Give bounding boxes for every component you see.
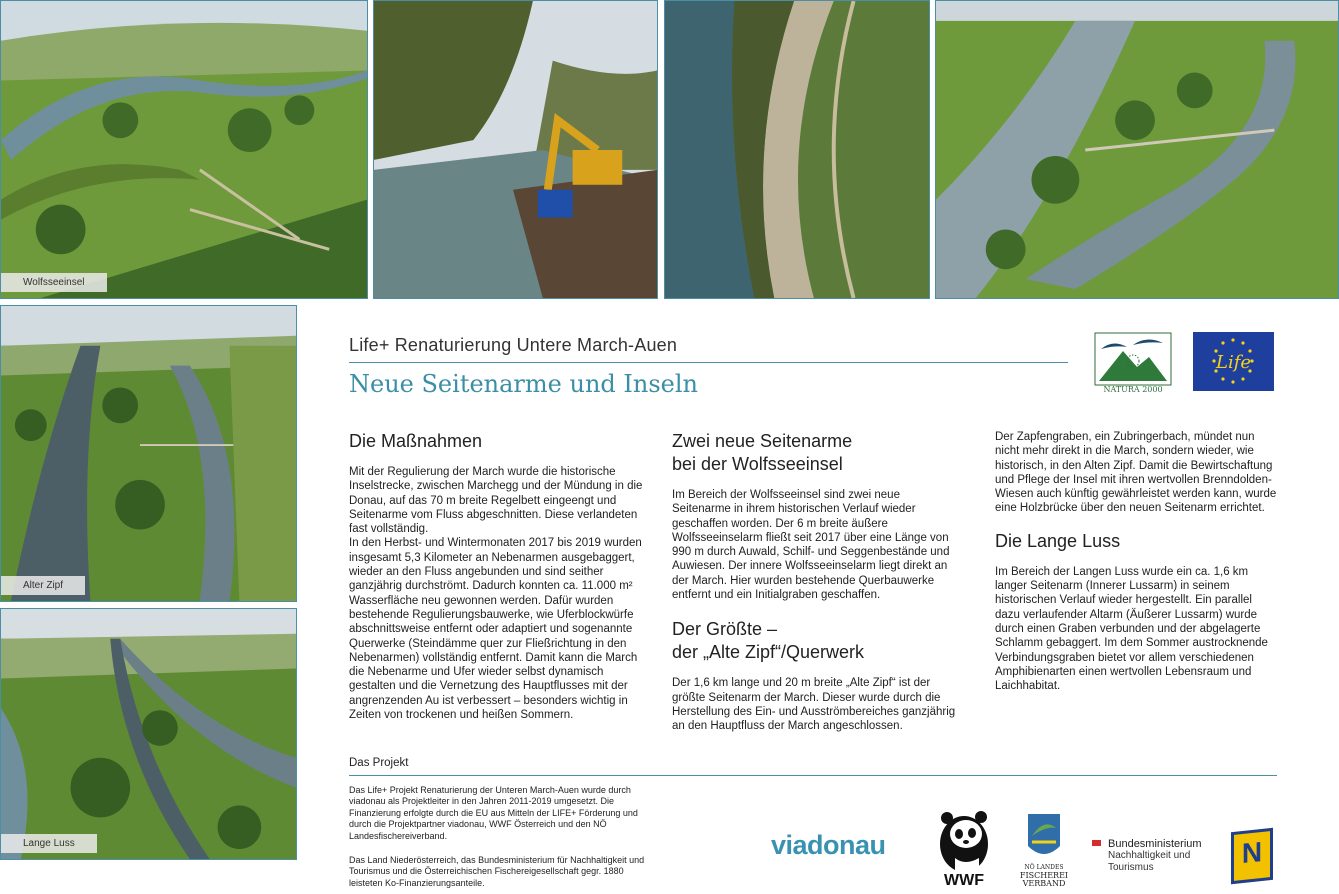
aerial-river-image [936,1,1338,298]
wwf-text: WWF [944,872,984,889]
noe-letter: N [1241,835,1263,870]
noe-fischereiverband-logo [1019,812,1069,890]
section-heading: Der Größte – der „Alte Zipf“/Querwerk [672,619,865,663]
section-text: Im Bereich der Langen Luss wurde ein ca. 1,6 km langer Seitenarm (Innerer Lussarm) in seinem historischen Verlauf wieder hergestellt. Ein parallel dazu verlaufender Altarm (Äußerer Lussarm) wurde durch einen Graben verbunden und der abgelagerte Schlamm gebaggert. Im dem Sommer austrocknende Verbindungsgraben bietet vor allem verschiedenen Amphibienarten einen wertvollen Lebensraum und Laichhabitat. [995,565,1268,693]
photo-caption: Lange Luss [1,834,97,853]
natura-2000-text: NATURA 2000 [1103,385,1163,394]
life-text: Life [1215,352,1252,373]
natura-2000-logo [1093,331,1173,395]
photo-river-channel [664,0,930,299]
section-text: Im Bereich der Wolfsseeinsel sind zwei neue Seitenarme in ihrem historischen Verlauf wieder geschaffen worden. Der 6 m breite äußere Wolfsseeinselarm fließt seit 2017 über eine Länge von 990 m durch Auwald, Schilf- und Seggenbestände und Auwiesen. Der innere Wolfsseeinselarm liegt direkt an der March. Hier wurden bestehende Querbauwerke entfernt und ein Initialgraben geschaffen. [672,489,950,602]
section-text: Mit der Regulierung der March wurde die historische Inselstrecke, zwischen Marchegg und der Mündung in die Donau, auf das 70 m breite Regelbett eingeengt und Seitenarme vom Fluss abgeschnitten. Diese verlandeten fast vollständig. In den Herbst- und Wintermonaten 2017 bis 2019 wurden insgesamt 5,3 Kilometer an Nebenarmen ausgebaggert, wieder an den Fluss angebunden und sind seither ganzjährig durchströmt. Dadurch konnten ca. 11.000 m² Wasserfläche neu gewonnen werden. Dafür wurden bestehende Regulierungsbauwerke, wie Uferblockwürfe abschnittsweise entfernt oder adaptiert und sogenannte Querwerke (Steindämme quer zur Fließrichtung in den Nebenarmen) vollständig entfernt. Damit kann die March die Nebenarme und Ufer wieder selbst dynamisch gestalten und die Vernetzung des Hauptflusses mit der angrenzenden Au ist verbessert – besonders wichtig in Zeiten von trockenen und heißen Sommern. [349,466,643,722]
project-text-2: Das Land Niederösterreich, das Bundesministerium für Nachhaltigkeit und Tourismus und die Österreichischen Fischereigesellschaft gegr. 1880 leisteten Ko-Finanzierungsanteile. [349,855,645,888]
photo-caption: Alter Zipf [1,576,85,595]
viadonau-logo: viadonau [771,830,886,860]
photo-river-aerial [935,0,1339,299]
photo-alter-zipf [0,305,297,602]
section-text: Der 1,6 km lange und 20 m breite „Alte Zipf“ ist der größte Seitenarm der March. Dieser wurde durch die Herstellung des Ein- und Ausströmbereiches ganzjährig an den Hauptfluss der March angeschlossen. [672,677,956,733]
photo-caption: Wolfsseeinsel [1,273,107,292]
eu-life-logo [1193,332,1274,391]
column-seitenarme [672,430,958,734]
header-divider [349,362,1068,363]
austria-flag-icon [1092,840,1101,846]
column-massnahmen [349,430,645,722]
project-divider [349,775,1277,776]
niederoesterreich-logo [1231,828,1273,884]
photo-lange-luss [0,608,297,860]
photo-excavator [373,0,658,299]
photo-wolfsseeinsel [0,0,368,299]
noe-fischerei-text: NÖ LANDES FISCHEREI VERBAND [1019,864,1069,888]
panda-icon [935,808,993,874]
project-heading: Das Projekt [349,757,409,769]
section-heading: Zwei neue Seitenarme bei der Wolfsseeinsel [672,431,853,474]
column-lange-luss [995,430,1279,693]
aerial-alter-zipf-image [1,306,296,601]
aerial-channel-image [665,1,929,298]
page-subtitle: Life+ Renaturierung Untere March-Auen [349,335,678,355]
bundesministerium-logo: Bundesministerium Nachhaltigkeit und Tourismus [1092,838,1202,874]
aerial-lange-luss-image [1,609,296,859]
section-text: Der Zapfengraben, ein Zubringerbach, mündet nun nicht mehr direkt in die March, sondern wieder, wie historisch, in den Alten Zipf. Damit die Bewirtschaftung und Pflege der Insel mit ihren wertvollen Brenndolden-Wiesen auch künftig gewährleistet werden kann, wurde eine Holzbrücke über den neuen Seitenarm errichtet. [995,431,1277,515]
aerial-meadow-image [1,1,367,298]
excavator-image [374,1,657,298]
section-heading: Die Maßnahmen [349,431,483,451]
section-heading: Die Lange Luss [995,530,1121,551]
fish-crest-icon [1022,812,1066,864]
wwf-logo [935,808,993,890]
page-title: Neue Seitenarme und Inseln [349,370,698,398]
project-text-1: Das Life+ Projekt Renaturierung der Unteren March-Auen wurde durch viadonau als Projektleiter in den Jahren 2011-2019 umgesetzt. Die Finanzierung erfolgte durch die EU aus Mitteln der LIFE+ Förderung und durch die Projektpartner viadonau, WWF Österreich und den NÖ Landesfischereiverband. [349,785,638,841]
